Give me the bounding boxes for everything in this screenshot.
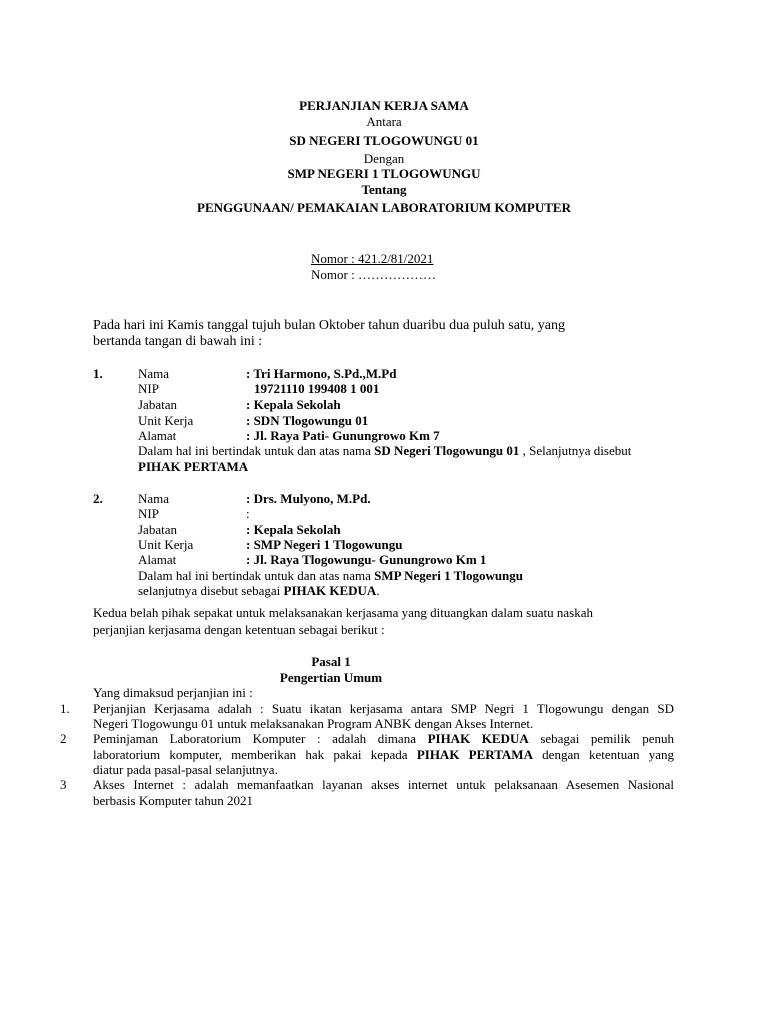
title-about: Tentang	[361, 182, 407, 197]
party2-value-address: : Jl. Raya Tlogowungu- Gunungrowo Km 1	[246, 552, 487, 567]
party1-value-unit: : SDN Tlogowungu 01	[246, 413, 369, 428]
title-agreement: PERJANJIAN KERJA SAMA	[299, 98, 469, 113]
party1-label-address: Alamat	[138, 428, 177, 443]
party1-value-name: : Tri Harmono, S.Pd.,M.Pd	[246, 366, 397, 381]
party2-value-position: : Kepala Sekolah	[246, 522, 341, 537]
pasal-lead: Yang dimaksud perjanjian ini :	[93, 685, 253, 700]
pasal-subtitle: Pengertian Umum	[279, 670, 383, 685]
pasal-item-2-number: 2	[60, 731, 67, 746]
party1-label-name: Nama	[138, 366, 170, 381]
party2-label-name: Nama	[138, 491, 170, 506]
pasal-item-2-line-2-bold: PIHAK PERTAMA	[416, 747, 533, 762]
party2-statement	[138, 568, 523, 584]
party1-value-position: : Kepala Sekolah	[246, 397, 341, 412]
party1-value-address: : Jl. Raya Pati- Gunungrowo Km 7	[246, 428, 440, 443]
party1-label-nip: NIP	[138, 381, 159, 396]
party2-label-position: Jabatan	[138, 522, 177, 537]
agreement-line-1: Kedua belah pihak sepakat untuk melaksanakan kerjasama yang dituangkan dalam suatu naskah	[93, 605, 593, 620]
party1-statement-name: SD Negeri Tlogowungu 01	[374, 443, 520, 458]
pasal-item-3-line-2: berbasis Komputer tahun 2021	[93, 793, 253, 808]
pasal-item-3-line-1: Akses Internet : adalah memanfaatkan layanan akses internet untuk pelaksanaan Asesemen Nasional	[93, 777, 674, 792]
party2-value-name: : Drs. Mulyono, M.Pd.	[246, 491, 371, 506]
nomor-second: Nomor : ………………	[311, 267, 436, 282]
intro-line-1: Pada hari ini Kamis tanggal tujuh bulan Oktober tahun duaribu dua puluh satu, yang	[93, 318, 566, 333]
nomor-first: Nomor : 421.2/81/2021	[311, 251, 434, 266]
title-party-smp: SMP NEGERI 1 TLOGOWUNGU	[287, 166, 481, 181]
party1-label-unit: Unit Kerja	[138, 413, 194, 428]
party1-statement-pre: Dalam hal ini bertindak untuk dan atas nama	[138, 443, 375, 458]
title-party-sd: SD NEGERI TLOGOWUNGU 01	[289, 133, 479, 148]
party2-value-unit: : SMP Negeri 1 Tlogowungu	[246, 537, 403, 552]
party2-designation-line	[138, 583, 380, 599]
party2-number: 2.	[93, 491, 103, 506]
pasal-item-2-line-2	[93, 747, 674, 763]
title-subject: PENGGUNAAN/ PEMAKAIAN LABORATORIUM KOMPUTER	[197, 200, 571, 215]
party1-label-position: Jabatan	[138, 397, 177, 412]
pasal-item-2-line-3: diatur pada pasal-pasal selanjutnya.	[93, 762, 278, 777]
party2-label-nip: NIP	[138, 506, 159, 521]
pasal-item-1-line-2: Negeri Tlogowungu 01 untuk melaksanakan Program ANBK dengan Akses Internet.	[93, 716, 534, 731]
pasal-item-2-line-2-post: dengan ketentuan yang	[532, 747, 674, 762]
party1-statement	[138, 443, 631, 459]
pasal-title: Pasal 1	[311, 654, 351, 669]
party2-value-nip: :	[246, 506, 250, 521]
pasal-item-1-line-1: Perjanjian Kerjasama adalah : Suatu ikatan kerjasama antara SMP Negri 1 Tlogowungu dengan SD	[93, 701, 674, 716]
party2-statement2-post: .	[376, 583, 380, 598]
party1-value-nip: 19721110 199408 1 001	[254, 381, 380, 396]
party2-statement-name: SMP Negeri 1 Tlogowungu	[374, 568, 524, 583]
pasal-item-2-line-1-pre: Peminjaman Laboratorium Komputer : adalah dimana	[93, 731, 428, 746]
pasal-item-2-line-1-bold: PIHAK KEDUA	[427, 731, 529, 746]
party2-label-address: Alamat	[138, 552, 177, 567]
agreement-line-2: perjanjian kerjasama dengan ketentuan sebagai berikut :	[93, 622, 385, 637]
party1-designation: PIHAK PERTAMA	[138, 459, 249, 474]
party2-label-unit: Unit Kerja	[138, 537, 194, 552]
title-with: Dengan	[363, 151, 405, 166]
intro-line-2: bertanda tangan di bawah ini :	[93, 334, 263, 349]
party2-statement2-pre: selanjutnya disebut sebagai	[138, 583, 284, 598]
party1-statement-post: , Selanjutnya disebut	[519, 443, 632, 458]
pasal-item-2-line-2-pre: laboratorium komputer, memberikan hak pakai kepada	[93, 747, 417, 762]
title-between: Antara	[366, 114, 402, 129]
pasal-item-2-line-1	[93, 731, 674, 747]
pasal-item-1-number: 1.	[60, 701, 70, 716]
pasal-item-2-line-1-post: sebagai pemilik penuh	[528, 731, 674, 746]
pasal-item-3-number: 3	[60, 777, 67, 792]
party2-statement-pre: Dalam hal ini bertindak untuk dan atas nama	[138, 568, 375, 583]
party2-designation: PIHAK KEDUA	[283, 583, 377, 598]
party1-number: 1.	[93, 366, 103, 381]
